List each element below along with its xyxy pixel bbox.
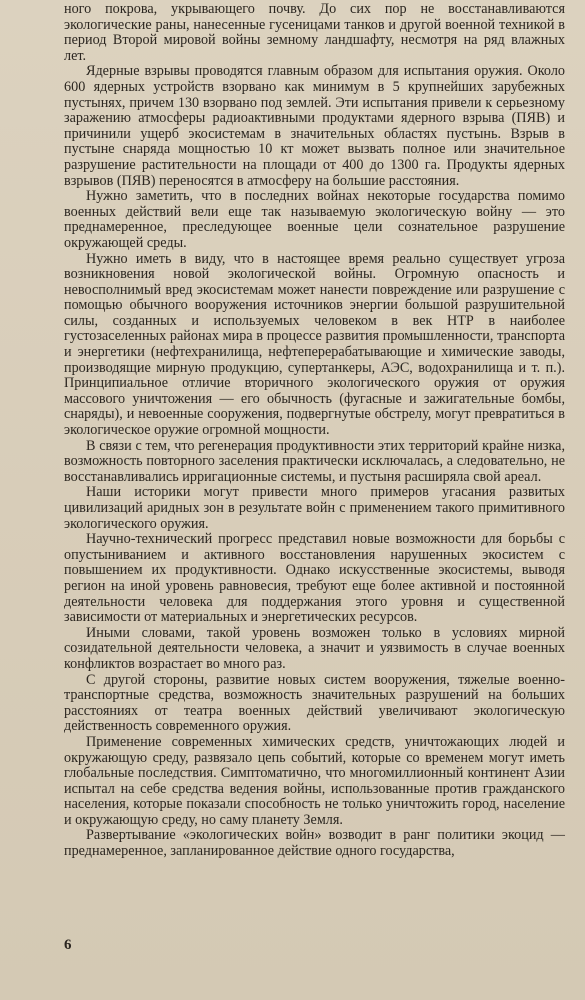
paragraph: Нужно иметь в виду, что в настоящее время реально существует угроза возникновения новой экологической войны. Огромную опасность и невосполнимый вред экосистемам может нанести повреждение или разрушение с помощью обычного вооружения источников энергии большой разрушительной силы, созданных и используемых человеком в век НТР в наиболее густозаселенных районах мира в процессе развития промышленности, транспорта и энергетики (нефтехранилища, нефтеперерабатывающие и химические заводы, производящие мирную продукцию, супертанкеры, АЭС, водохранилища и т. п.). Принципиальное отличие вторичного экологического оружия от оружия массового уничтожения — его обычность (фугасные и зажигательные бомбы, снаряды), и невоенные сооружения, подвергнутые обстрелу, могут превратиться в экологическое оружие огромной мощности. xyxy=(64,250,565,439)
paragraph: Применение современных химических средств, уничтожающих людей и окружающую среду, развязало цепь событий, которые со временем могут иметь глобальные последствия. Симптоматично, что многомиллионный континент Азии испытал на себе средства ведения войны, использованные против гражданского населения, которые показали способность не только уничтожить город, население и окружающую среду, но саму планету Земля. xyxy=(64,733,565,828)
page-number: 6 xyxy=(64,937,72,953)
paragraph: В связи с тем, что регенерация продуктивности этих территорий крайне низка, возможность повторного заселения практически исключалась, а следовательно, не восстанавливались ирригационные системы, и пустыня расширяла свой ареал. xyxy=(64,437,565,485)
paragraph: Развертывание «экологических войн» возводит в ранг политики экоцид — преднамеренное, запланированное действие одного государства, xyxy=(64,827,565,860)
paragraph: Иными словами, такой уровень возможен только в условиях мирной созидательной деятельности человека, а значит и уязвимость в случае военных конфликтов возрастает во много раз. xyxy=(64,624,565,672)
paragraph: Ядерные взрывы проводятся главным образом для испытания оружия. Около 600 ядерных устройств взорвано как минимум в 5 крупнейших зарубежных пустынях, причем 130 взорвано под землей. Эти испытания привели к серьезному заражению атмосферы радиоактивными продуктами ядерного взрыва (ПЯВ) и причинили ущерб экосистемам в значительных областях пустынь. Взрыв в пустыне снаряда мощностью 10 кт может вызвать полное или значительное разрушение растительности на площади от 400 до 1300 га. Продукты ядерных взрывов (ПЯВ) переносятся в атмосферу на большие расстояния. xyxy=(64,63,565,189)
paragraph: Научно-технический прогресс представил новые возможности для борьбы с опустыниванием и активного восстановления нарушенных экосистем с повышением их продуктивности. Однако искусственные экосистемы, выводя регион на иной уровень равновесия, требуют еще более активной и постоянной деятельности человека для поддержания этого уровня и существенной зависимости от материальных и энергетических ресурсов. xyxy=(64,531,565,626)
paragraph: Нужно заметить, что в последних войнах некоторые государства помимо военных действий вели еще так называемую экологическую войну — это преднамеренное, преследующее военные цели сознательное разрушение окружающей среды. xyxy=(64,188,565,251)
paragraph: Наши историки могут привести много примеров угасания развитых цивилизаций аридных зон в результате войн с применением такого примитивного экологического оружия. xyxy=(64,484,565,532)
paragraph: С другой стороны, развитие новых систем вооружения, тяжелые военно-транспортные средства, возможность значительных разрушений на больших расстояниях от театра военных действий увеличивают экологическую действенность современного оружия. xyxy=(64,671,565,735)
body-text xyxy=(64,2,565,860)
paragraph: ного покрова, укрывающего почву. До сих пор не восстанавливаются экологические раны, нанесенные гусеницами танков и другой военной техникой в период Второй мировой войны земному ландшафту, несмотря на ряд влажных лет. xyxy=(64,1,565,64)
